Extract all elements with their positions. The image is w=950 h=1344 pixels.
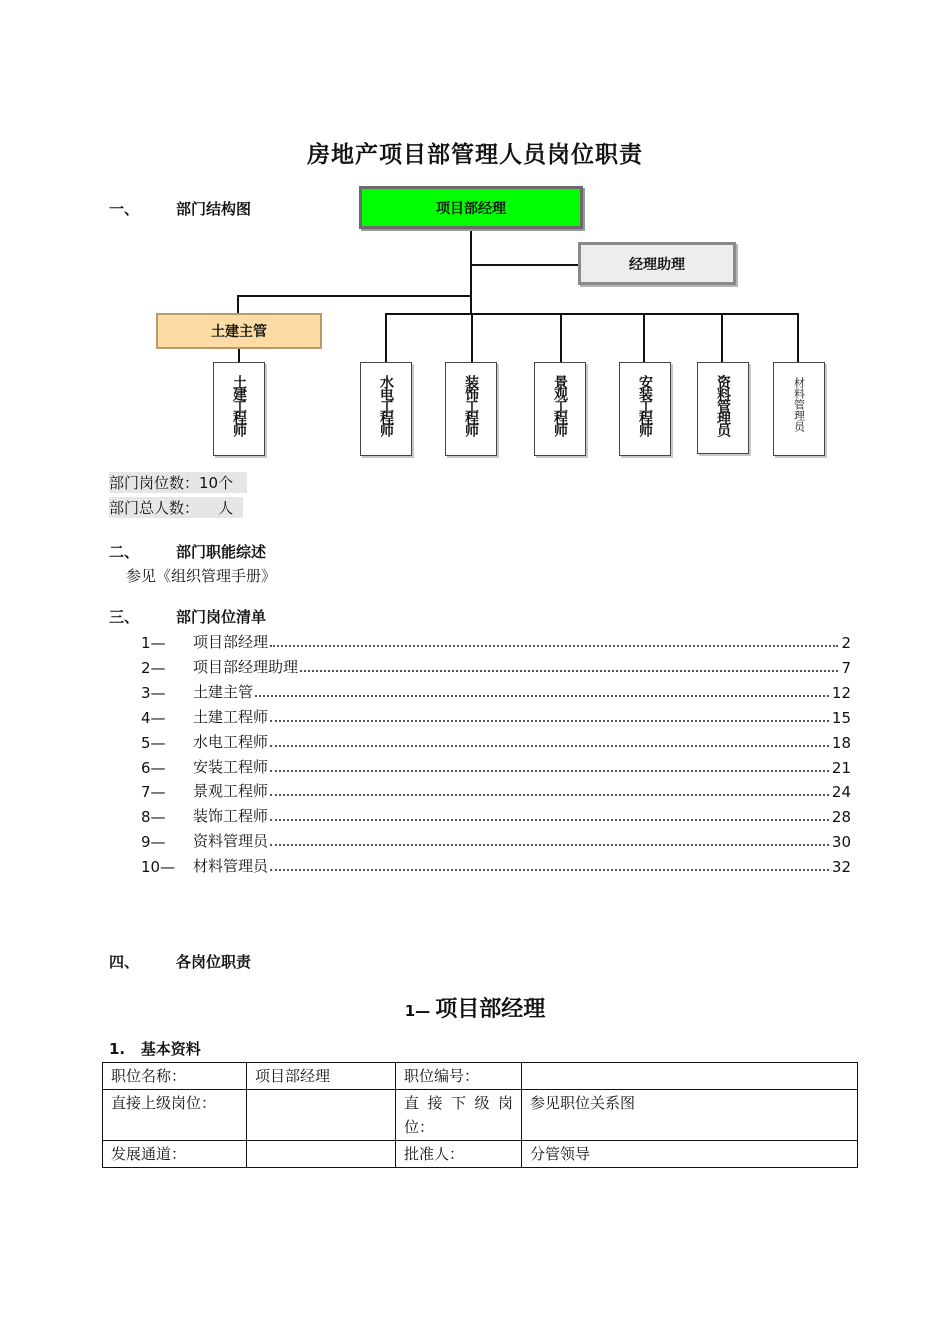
toc-label: 土建工程师 [193, 708, 269, 726]
org-box-engineer [619, 362, 671, 456]
toc-page: 28 [831, 808, 851, 826]
toc-entry[interactable] [141, 732, 851, 752]
toc-number: 7— [141, 783, 166, 801]
org-box-engineer [697, 362, 749, 454]
org-box-label: 装饰工程师 [463, 375, 479, 435]
toc-page: 15 [831, 709, 851, 727]
org-box-assistant: 经理助理 [578, 242, 736, 285]
section-1-title: 部门结构图 [176, 200, 252, 218]
toc-entry[interactable] [141, 707, 851, 727]
toc-label: 景观工程师 [193, 782, 269, 800]
toc-number: 10— [141, 858, 176, 876]
toc-leader [270, 819, 829, 821]
toc-page: 7 [841, 659, 851, 677]
table-cell: 分管领导 [522, 1141, 858, 1168]
connector-civil-engineer [238, 349, 240, 363]
connector-engineers-horizontal [385, 313, 799, 315]
toc-number: 5— [141, 734, 166, 752]
toc-page: 32 [831, 858, 851, 876]
connector-assistant [471, 264, 579, 266]
table-cell [247, 1090, 396, 1141]
toc-leader [300, 670, 838, 672]
toc-number: 1— [141, 634, 166, 652]
toc-label: 水电工程师 [193, 733, 269, 751]
toc-label: 装饰工程师 [193, 807, 269, 825]
table-cell: 职位名称： [103, 1063, 247, 1090]
toc-entry[interactable] [141, 682, 851, 702]
table-cell: 参见职位关系图 [522, 1090, 858, 1141]
position-heading-title: 项目部经理 [435, 997, 546, 1022]
section-2-number: 二、 [109, 543, 140, 561]
toc-entry[interactable] [141, 757, 851, 777]
toc-entry[interactable] [141, 781, 851, 801]
toc-label: 材料管理员 [193, 857, 269, 875]
table-row [103, 1141, 858, 1168]
connector-drop-1 [385, 313, 387, 363]
toc-page: 21 [831, 759, 851, 777]
toc-number: 4— [141, 709, 166, 727]
connector-drop-4 [643, 313, 645, 363]
table-row [103, 1063, 858, 1090]
toc-entry[interactable] [141, 657, 851, 677]
toc-label: 项目部经理助理 [193, 658, 299, 676]
toc-number: 9— [141, 833, 166, 851]
connector-drop-3 [560, 313, 562, 363]
toc-leader [255, 695, 829, 697]
org-box-label: 景观工程师 [552, 375, 568, 435]
connector-civil-drop [237, 295, 239, 314]
toc-number: 6— [141, 759, 166, 777]
org-box-engineer [360, 362, 412, 456]
toc-leader [270, 645, 838, 647]
toc-entry[interactable] [141, 632, 851, 652]
table-cell [522, 1063, 858, 1090]
table-cell: 直 接 下 级 岗 位： [396, 1090, 522, 1141]
toc-leader [270, 745, 829, 747]
table-row [103, 1090, 858, 1141]
org-box-label: 土建工程师 [231, 375, 247, 435]
toc-page: 2 [841, 634, 851, 652]
section-4-title: 各岗位职责 [176, 953, 252, 971]
connector-drop-6 [797, 313, 799, 363]
section-2-title: 部门职能综述 [176, 543, 267, 561]
toc-leader [270, 770, 829, 772]
dept-position-count: 部门岗位数：10个 [109, 472, 247, 493]
toc-entry[interactable] [141, 806, 851, 826]
table-cell: 直接上级岗位： [103, 1090, 247, 1141]
table-cell [247, 1141, 396, 1168]
section-4-number: 四、 [109, 953, 140, 971]
toc-leader [270, 720, 829, 722]
org-box-civil-supervisor: 土建主管 [156, 313, 322, 349]
section-1-number: 一、 [109, 200, 140, 218]
table-cell: 职位编号： [396, 1063, 522, 1090]
org-box-engineer [534, 362, 586, 456]
section-3-number: 三、 [109, 608, 140, 626]
function-summary-text: 参见《组织管理手册》 [126, 567, 277, 585]
toc-page: 18 [831, 734, 851, 752]
toc-entry[interactable] [141, 856, 851, 876]
toc-page: 24 [831, 783, 851, 801]
dept-headcount: 部门总人数： 人 [109, 497, 243, 518]
org-box-civil-engineer [213, 362, 265, 456]
toc-leader [270, 844, 829, 846]
table-cell: 项目部经理 [247, 1063, 396, 1090]
connector-drop-5 [721, 313, 723, 363]
toc-entry[interactable] [141, 831, 851, 851]
basic-info-heading: 1. 基本资料 [109, 1040, 201, 1058]
toc-number: 3— [141, 684, 166, 702]
toc-label: 资料管理员 [193, 832, 269, 850]
org-box-label: 水电工程师 [378, 375, 394, 435]
table-cell: 批准人： [396, 1141, 522, 1168]
basic-info-table [102, 1062, 858, 1168]
toc-label: 安装工程师 [193, 758, 269, 776]
position-heading [0, 992, 950, 1023]
toc-leader [270, 794, 829, 796]
document-title: 房地产项目部管理人员岗位职责 [307, 142, 643, 168]
org-box-project-manager: 项目部经理 [359, 186, 583, 229]
toc-page: 30 [831, 833, 851, 851]
toc-number: 2— [141, 659, 166, 677]
table-cell: 发展通道： [103, 1141, 247, 1168]
connector-main-vertical [470, 229, 472, 314]
position-heading-number: 1— [404, 1002, 431, 1020]
org-box-engineer [773, 362, 825, 456]
org-box-label: 资料管理员 [715, 375, 731, 435]
toc-leader [270, 869, 829, 871]
org-box-label: 材料管理员 [792, 377, 806, 432]
org-box-label: 安装工程师 [637, 375, 653, 435]
org-box-engineer [445, 362, 497, 456]
connector-civil-horizontal [237, 295, 472, 297]
toc-page: 12 [831, 684, 851, 702]
toc-label: 土建主管 [193, 683, 254, 701]
connector-drop-2 [471, 313, 473, 363]
toc-number: 8— [141, 808, 166, 826]
toc-label: 项目部经理 [193, 633, 269, 651]
section-3-title: 部门岗位清单 [176, 608, 267, 626]
